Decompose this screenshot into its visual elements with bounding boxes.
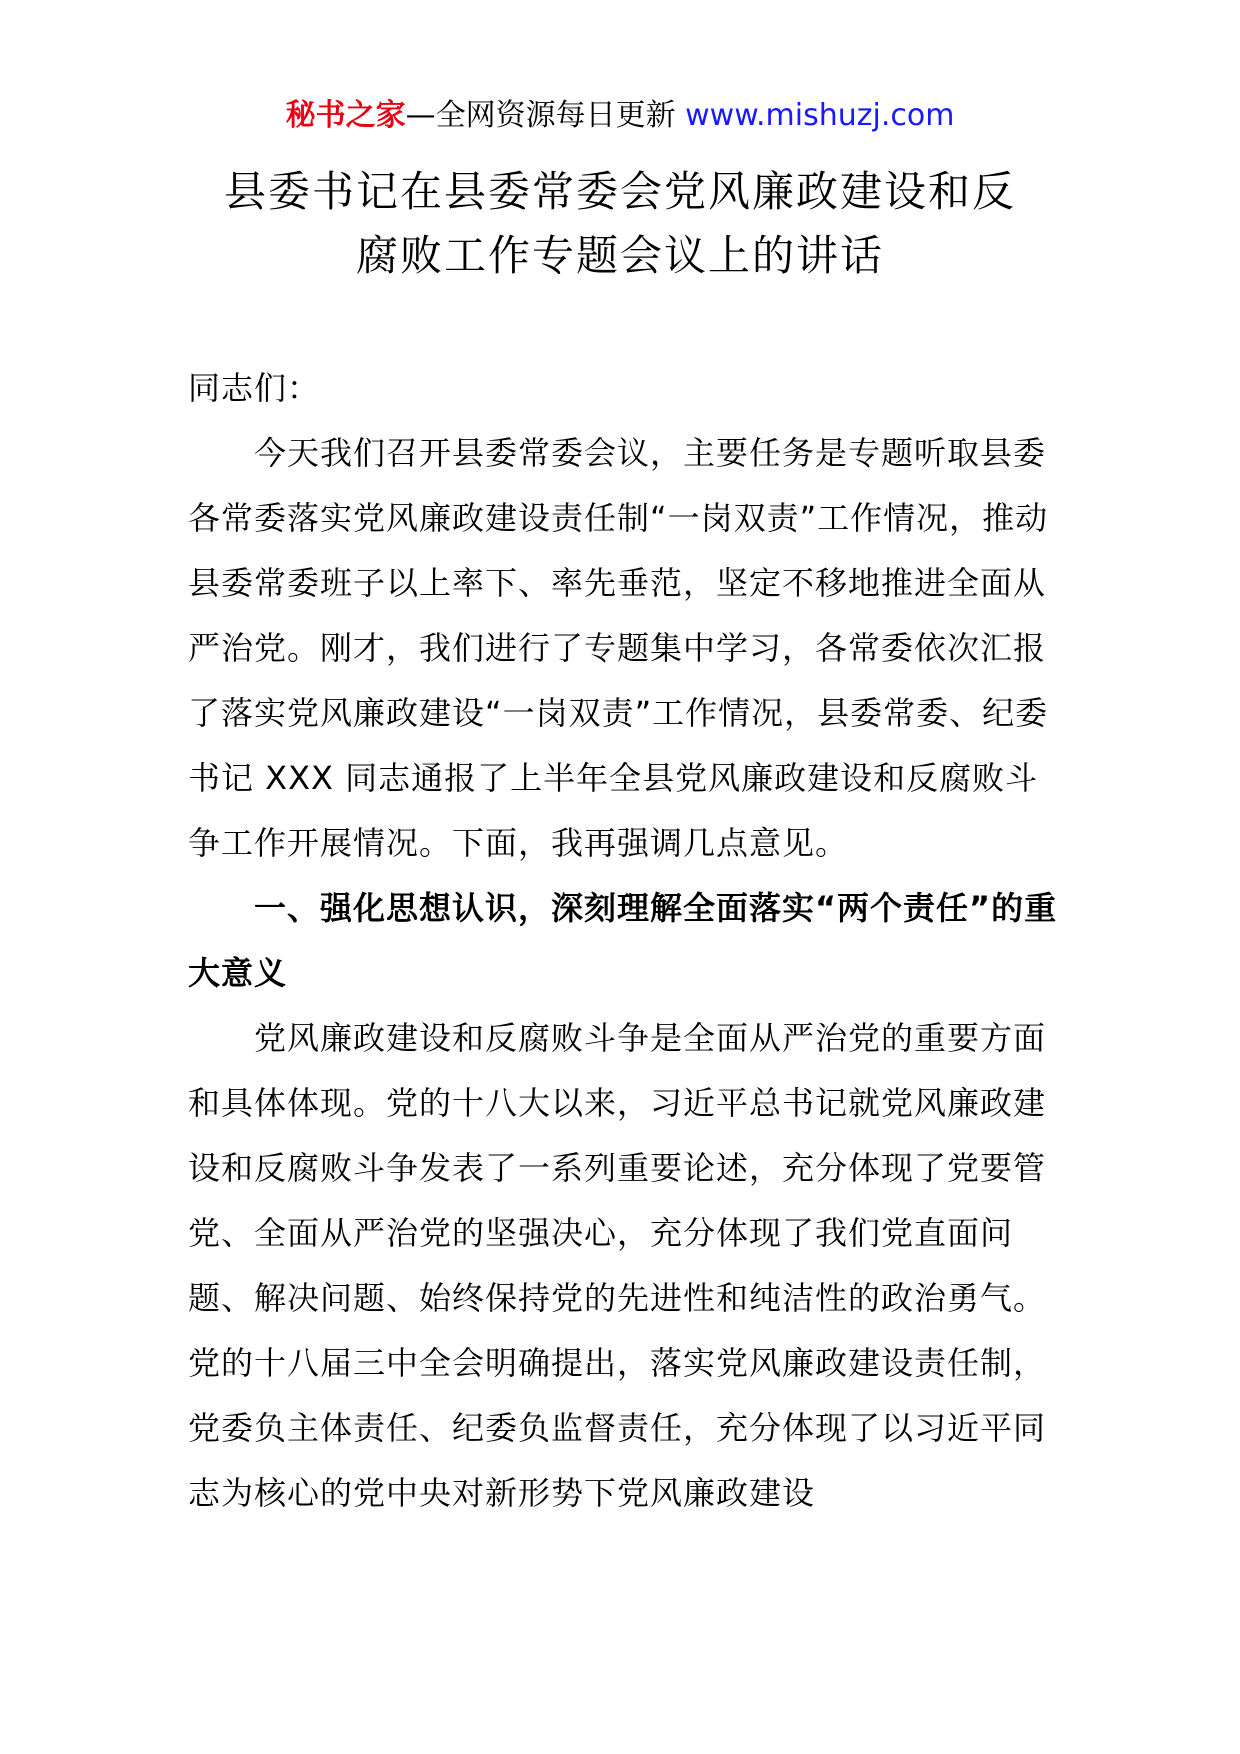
body-paragraph: 今天我们召开县委常委会议，主要任务是专题听取县委各常委落实党风廉政建设责任制“一岗双责”工作情况，推动县委常委班子以上率下、率先垂范，坚定不移地推进全面从严治党。刚才，我们进行了专题集中学习，各常委依次汇报了落实党风廉政建设“一岗双责”工作情况，县委常委、纪委书记 XXX 同志通报了上半年全县党风廉政建设和反腐败斗争工作开展情况。下面，我再强调几点意见。 [188,434,1049,862]
site-header [0,96,1240,136]
body-paragraph: 党风廉政建设和反腐败斗争是全面从严治党的重要方面和具体体现。党的十八大以来，习近平总书记就党风廉政建设和反腐败斗争发表了一系列重要论述，充分体现了党要管党、全面从严治党的坚强决心，充分体现了我们党直面问题、解决问题、始终保持党的先进性和纯洁性的政治勇气。党的十八届三中全会明确提出，落实党风廉政建设责任制，党委负主体责任、纪委负监督责任，充分体现了以习近平同志为核心的党中央对新形势下党风廉政建设 [188,1019,1047,1512]
document-title [150,160,1090,288]
section-heading: 一、强化思想认识，深刻理解全面落实“两个责任”的重大意义 [188,889,1058,992]
document-body [188,356,1058,1526]
site-tagline: —全网资源每日更新 [405,98,676,133]
title-line-1: 县委书记在县委常委会党风廉政建设和反 [223,167,1016,216]
salutation: 同志们： [188,369,321,407]
site-brand: 秘书之家 [285,98,406,133]
title-line-2: 腐败工作专题会议上的讲话 [355,231,884,280]
site-url-link[interactable]: www.mishuzj.com [685,98,955,133]
